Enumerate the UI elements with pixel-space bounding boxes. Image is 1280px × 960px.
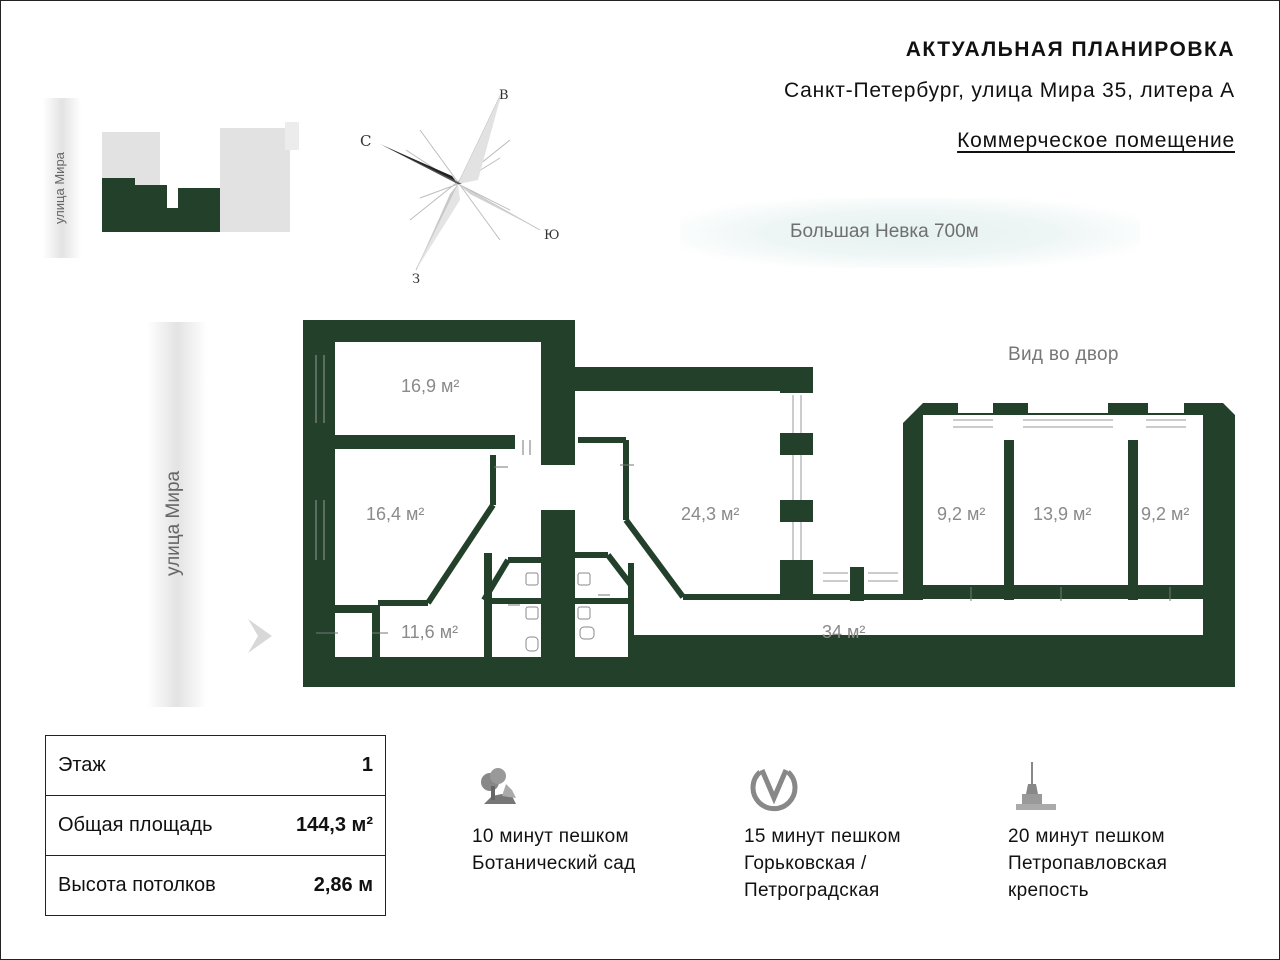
main-street-label: улица Мира: [163, 470, 184, 576]
poi-time: 15 минут пешком: [744, 826, 901, 847]
room-area-label: 24,3 м²: [681, 504, 740, 524]
minimap-street-label: улица Мира: [52, 152, 67, 224]
poi-place: Горьковская /: [744, 853, 867, 874]
plan-title: АКТУАЛЬНАЯ ПЛАНИРОВКА: [905, 38, 1235, 61]
info-row-area: [46, 796, 385, 856]
compass-north: С: [360, 132, 372, 150]
courtyard-label: Вид во двор: [1008, 344, 1119, 365]
room-area-label: 13,9 м²: [1033, 504, 1092, 524]
compass-west: З: [412, 272, 421, 287]
poi-place: крепость: [1008, 880, 1089, 901]
room-area-label: 34 м²: [822, 622, 866, 642]
info-row-floor: [46, 736, 385, 796]
minimap-buildings: [95, 120, 305, 232]
header: [784, 38, 1235, 153]
info-label: Общая площадь: [58, 814, 213, 836]
info-value: 144,3 м²: [295, 814, 373, 836]
botanical-garden-icon: [472, 760, 532, 814]
compass-south: Ю: [544, 228, 560, 243]
compass-east: В: [499, 88, 509, 103]
property-type-link[interactable]: Коммерческое помещение: [957, 129, 1235, 152]
poi-fortress: [1008, 760, 1167, 904]
poi-time: 10 минут пешком: [472, 826, 629, 847]
info-label: Этаж: [58, 754, 106, 776]
address: Санкт-Петербург, улица Мира 35, литера А: [783, 79, 1235, 102]
poi-time: 20 минут пешком: [1008, 826, 1165, 847]
room-area-label: 16,9 м²: [401, 376, 460, 396]
room-area-label: 9,2 м²: [1141, 504, 1190, 524]
poi-place: Петропавловская: [1008, 853, 1168, 874]
river-label: Большая Невка 700м: [790, 221, 979, 242]
info-value: 2,86 м: [313, 874, 373, 896]
room-area-label: 9,2 м²: [937, 504, 986, 524]
poi-metro: [744, 760, 901, 904]
entrance-arrow-icon: [246, 617, 276, 655]
room-area-label: 16,4 м²: [366, 504, 425, 524]
info-label: Высота потолков: [58, 874, 216, 896]
poi-place: Ботанический сад: [472, 853, 636, 874]
compass-rose: [350, 80, 570, 290]
poi-place: Петроградская: [744, 880, 880, 901]
fortress-spire-icon: [1008, 760, 1068, 814]
info-row-ceiling: [46, 856, 385, 915]
metro-icon: [744, 760, 804, 814]
info-value: 1: [361, 754, 373, 776]
poi-botanical-garden: [472, 760, 636, 877]
property-info-table: [45, 735, 386, 916]
room-area-label: 11,6 м²: [401, 622, 459, 642]
